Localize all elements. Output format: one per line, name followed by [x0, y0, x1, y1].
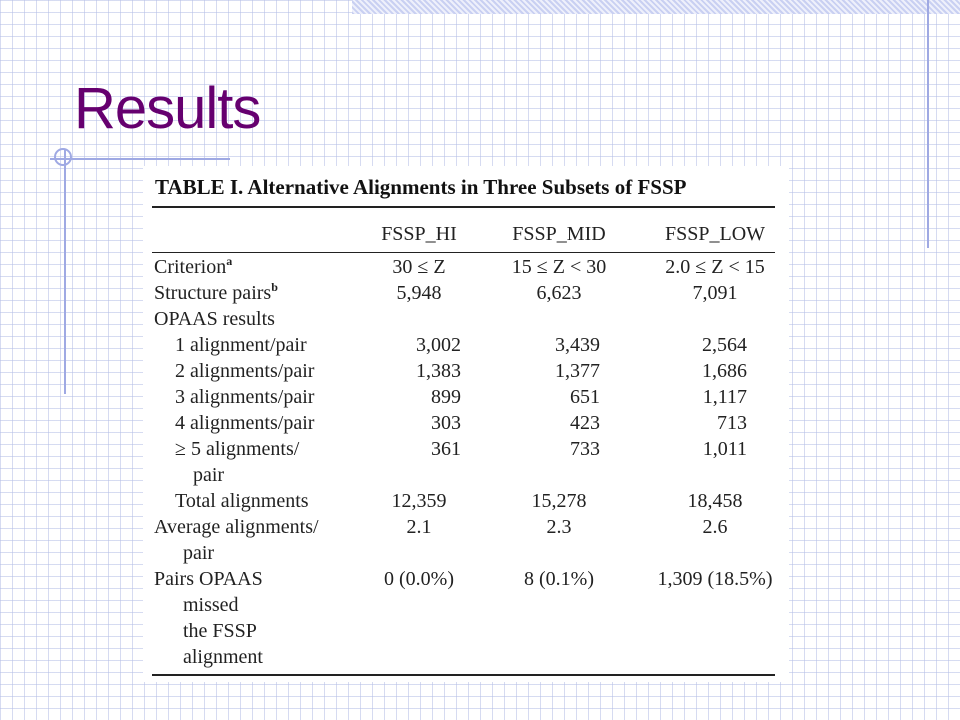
row-label-continuation: missed — [183, 594, 239, 616]
row-label-continuation: alignment — [183, 646, 263, 668]
table-cell: 1,117 — [702, 386, 747, 408]
row-label: 4 alignments/pair — [175, 412, 315, 434]
left-decorative-line — [64, 150, 66, 394]
row-label: 1 alignment/pair — [175, 334, 307, 356]
table-cell: 8 (0.1%) — [524, 568, 594, 590]
table-cell: 1,686 — [702, 360, 747, 382]
table-cell: 3,439 — [555, 334, 600, 356]
table-image — [143, 166, 789, 682]
table-cell: 30 ≤ Z — [392, 256, 446, 278]
row-label: Pairs OPAAS — [154, 568, 263, 590]
table-cell: 15,278 — [531, 490, 587, 512]
table-cell: 6,623 — [536, 282, 582, 304]
table-cell: 2.1 — [406, 516, 432, 538]
row-label: Structure pairs$^b$ — [154, 280, 278, 304]
table-cell: 15 ≤ Z < 30 — [511, 256, 607, 278]
row-label: Total alignments — [175, 490, 309, 512]
table-cell: 423 — [570, 412, 600, 434]
table-header-rule — [152, 252, 775, 253]
row-label: 2 alignments/pair — [175, 360, 315, 382]
row-label: 3 alignments/pair — [175, 386, 315, 408]
row-label-continuation: pair — [193, 464, 225, 486]
row-label: OPAAS results — [154, 308, 275, 330]
column-header-fssp-mid: FSSP_MID — [512, 223, 606, 245]
row-label-continuation: pair — [183, 542, 215, 564]
table-cell: 2.6 — [702, 516, 728, 538]
table-cell: 3,002 — [416, 334, 461, 356]
table-cell: 2.0 ≤ Z < 15 — [665, 256, 765, 278]
row-label-continuation: the FSSP — [183, 620, 257, 642]
table-cell: 12,359 — [391, 490, 447, 512]
table-cell: 651 — [570, 386, 600, 408]
row-label: ≥ 5 alignments/ — [175, 438, 300, 460]
table-top-rule — [152, 206, 775, 208]
table-cell: 1,383 — [416, 360, 461, 382]
table-cell: 1,011 — [702, 438, 747, 460]
table-cell: 2,564 — [702, 334, 747, 356]
table-cell: 361 — [431, 438, 461, 460]
slide-title: Results — [74, 76, 261, 141]
crosshair-circle-icon — [54, 148, 72, 166]
row-label: Criterion$^a$ — [154, 254, 233, 278]
title-underline — [50, 158, 230, 160]
table-cell: 2.3 — [546, 516, 572, 538]
table-cell: 899 — [431, 386, 461, 408]
column-header-fssp-hi: FSSP_HI — [381, 223, 457, 245]
row-label: Average alignments/ — [154, 516, 319, 538]
table-cell: 303 — [431, 412, 461, 434]
table-cell: 0 (0.0%) — [384, 568, 454, 590]
table-cell: 1,309 (18.5%) — [657, 568, 773, 590]
top-decorative-band — [352, 0, 960, 14]
table-cell: 733 — [570, 438, 600, 460]
column-header-fssp-low: FSSP_LOW — [664, 223, 766, 245]
table-cell: 7,091 — [692, 282, 738, 304]
table-title: TABLE I. Alternative Alignments in Three Subsets of FSSP — [155, 175, 687, 199]
table-cell: 18,458 — [687, 490, 743, 512]
right-decorative-line — [927, 0, 929, 248]
table-cell: 1,377 — [555, 360, 600, 382]
table-cell: 5,948 — [396, 282, 442, 304]
table-bottom-rule — [152, 674, 775, 676]
table-cell: 713 — [717, 412, 747, 434]
